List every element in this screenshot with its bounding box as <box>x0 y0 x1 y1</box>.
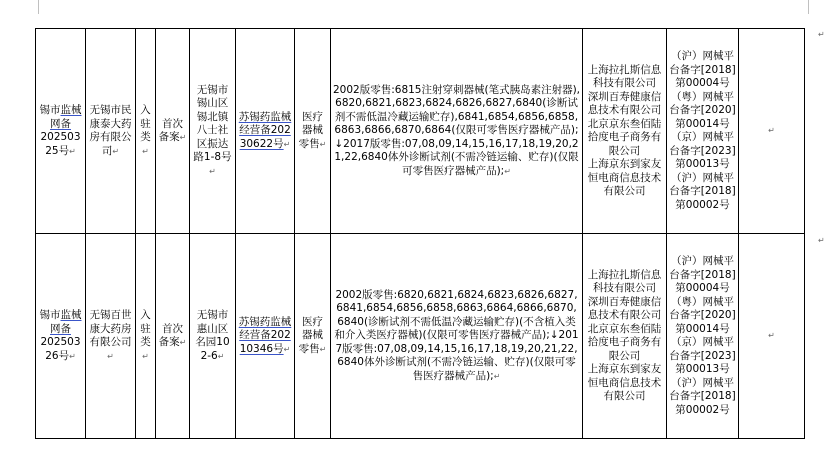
filing-type-cell <box>156 234 190 439</box>
registration-number-cell <box>36 29 86 234</box>
business-scope-cell <box>331 29 583 234</box>
license-number-cell <box>236 234 295 439</box>
registration-number-cell <box>36 234 86 439</box>
business-scope-text: 2002版零售:6820,6821,6824,6823,6826,6827,6841,6854,6856,6858,6863,6864,6866,6870,6840(诊断试剂不需低温冷藏运输贮存)(不含植入类和介入类医疗器械)(仅限可零售医疗器械产品);↓2017版零售:07,08,09,14,15,16,17,18,19,20,21,22,6840体外诊断试剂(不需冷链运输、贮存)(仅限可零售医疗器械产品); <box>334 288 579 382</box>
category-cell <box>136 234 156 439</box>
platform-company: 深圳百寿健康信息技术有限公司 <box>587 90 662 116</box>
platform-filing-number: （粤）网械平台备字[2020]第00014号 <box>669 295 736 335</box>
cell-end-mark: ↵ <box>209 166 216 176</box>
platform-company: 上海拉扎斯信息科技有限公司 <box>587 268 662 294</box>
cell-end-mark: ↵ <box>768 331 775 341</box>
platform-company: 上海京东到家友恒电商信息技术有限公司 <box>587 363 662 402</box>
platform-company: 深圳百寿健康信息技术有限公司 <box>587 295 662 321</box>
platform-filing-number: （沪）网械平台备字[2018]第00004号 <box>669 50 736 89</box>
address-cell <box>190 29 236 234</box>
platform-filing-number: （京）网械平台备字[2023]第00013号 <box>669 336 736 375</box>
filing-type-cell <box>156 29 190 234</box>
registration-table <box>35 28 805 439</box>
cell-end-mark: ↵ <box>69 351 76 361</box>
registration-number-part: 监 <box>60 309 71 321</box>
cell-end-mark: ↵ <box>319 139 327 149</box>
table-row <box>36 234 805 439</box>
registration-number-part: 锡市 <box>39 309 61 321</box>
margin-mark-right <box>808 0 809 14</box>
cell-end-mark: ↵ <box>112 146 120 156</box>
cell-end-mark: ↵ <box>283 139 291 149</box>
license-number-text: 苏锡药监械经营备20230622号 <box>238 110 292 150</box>
registration-number-part: 202503 <box>40 336 81 348</box>
business-form-text: 医疗器械零售 <box>298 110 323 150</box>
cell-end-mark: ↵ <box>283 344 291 354</box>
cell-end-mark: ↵ <box>142 146 149 156</box>
platform-filing-number: （粤）网械平台备字[2020]第00014号 <box>669 90 736 130</box>
cell-end-mark: ↵ <box>504 166 511 176</box>
registration-number-part: 202503 <box>40 131 81 143</box>
address-cell <box>190 234 236 439</box>
company-name-text: 无锡市民康泰大药房有限公司 <box>89 104 132 157</box>
registration-number-part: 械网备 <box>50 104 82 130</box>
cell-end-mark: ↵ <box>319 344 327 354</box>
row-end-mark: ↵ <box>818 30 825 39</box>
company-name-text: 无锡百世康大药房有限公司 <box>89 309 132 348</box>
company-name-cell <box>86 29 136 234</box>
registration-number-part: 械网备 <box>50 309 82 335</box>
platform-company: 上海拉扎斯信息科技有限公司 <box>587 63 662 89</box>
platform-filing-number: （沪）网械平台备字[2018]第00004号 <box>669 255 736 294</box>
platform-filing-cell <box>667 29 739 234</box>
registration-number-part: 监 <box>60 104 71 116</box>
filing-type-text: 首次备案 <box>158 117 183 143</box>
platform-filing-number: （沪）网械平台备字[2018]第00002号 <box>669 171 736 211</box>
platform-filing-number: （京）网械平台备字[2023]第00013号 <box>669 131 736 170</box>
platform-filing-cell <box>667 234 739 439</box>
platform-company: 上海京东到家友恒电商信息技术有限公司 <box>587 158 662 197</box>
platform-company: 北京京东叁佰陆拾度电子商务有限公司 <box>587 322 662 362</box>
company-name-cell <box>86 234 136 439</box>
business-scope-text: 2002版零售:6815注射穿刺器械(笔式胰岛素注射器),6820,6821,6823,6824,6826,6827,6840(诊断试剂不需低温冷藏运输贮存),6841,6854,6856,6858,6863,6866,6870,6864(仅限可零售医疗器械产品);↓2017版零售:07,08,09,14,15,16,17,18,19,20,21,22,6840体外诊断试剂(不需冷链运输、贮存)(仅限可零售医疗器械产品); <box>333 83 581 177</box>
registration-number-part: 25号 <box>45 144 70 157</box>
remarks-cell <box>739 234 805 439</box>
category-text: 入驻类 <box>140 309 151 348</box>
category-text: 入驻类 <box>140 104 151 143</box>
margin-mark-left <box>38 0 39 14</box>
address-text: 无锡市锡山区锡北镇八士社区振达路1-8号 <box>193 83 232 164</box>
platform-company: 北京京东叁佰陆拾度电子商务有限公司 <box>587 117 662 157</box>
cell-end-mark: ↵ <box>69 146 76 156</box>
remarks-cell <box>739 29 805 234</box>
filing-type-text: 首次备案 <box>158 322 183 348</box>
cell-end-mark: ↵ <box>179 133 187 142</box>
business-form-cell <box>295 234 331 439</box>
row-end-mark: ↵ <box>818 236 825 245</box>
registration-number-part: 26号 <box>45 349 70 362</box>
table-row <box>36 29 805 234</box>
business-form-text: 医疗器械零售 <box>298 315 323 355</box>
cell-end-mark: ↵ <box>179 338 187 347</box>
cell-end-mark: ↵ <box>217 351 225 361</box>
license-number-text: 苏锡药监械经营备20210346号 <box>238 315 292 355</box>
category-cell <box>136 29 156 234</box>
platform-companies-cell <box>583 29 667 234</box>
platform-companies-cell <box>583 234 667 439</box>
cell-end-mark: ↵ <box>142 351 149 361</box>
cell-end-mark: ↵ <box>768 126 775 136</box>
platform-filing-number: （沪）网械平台备字[2018]第00002号 <box>669 376 736 416</box>
registration-number-part: 锡市 <box>39 104 61 116</box>
cell-end-mark: ↵ <box>107 351 114 361</box>
business-form-cell <box>295 29 331 234</box>
license-number-cell <box>236 29 295 234</box>
cell-end-mark: ↵ <box>493 371 501 381</box>
address-text: 无锡市惠山区名园102-6 <box>195 309 230 362</box>
business-scope-cell <box>331 234 583 439</box>
